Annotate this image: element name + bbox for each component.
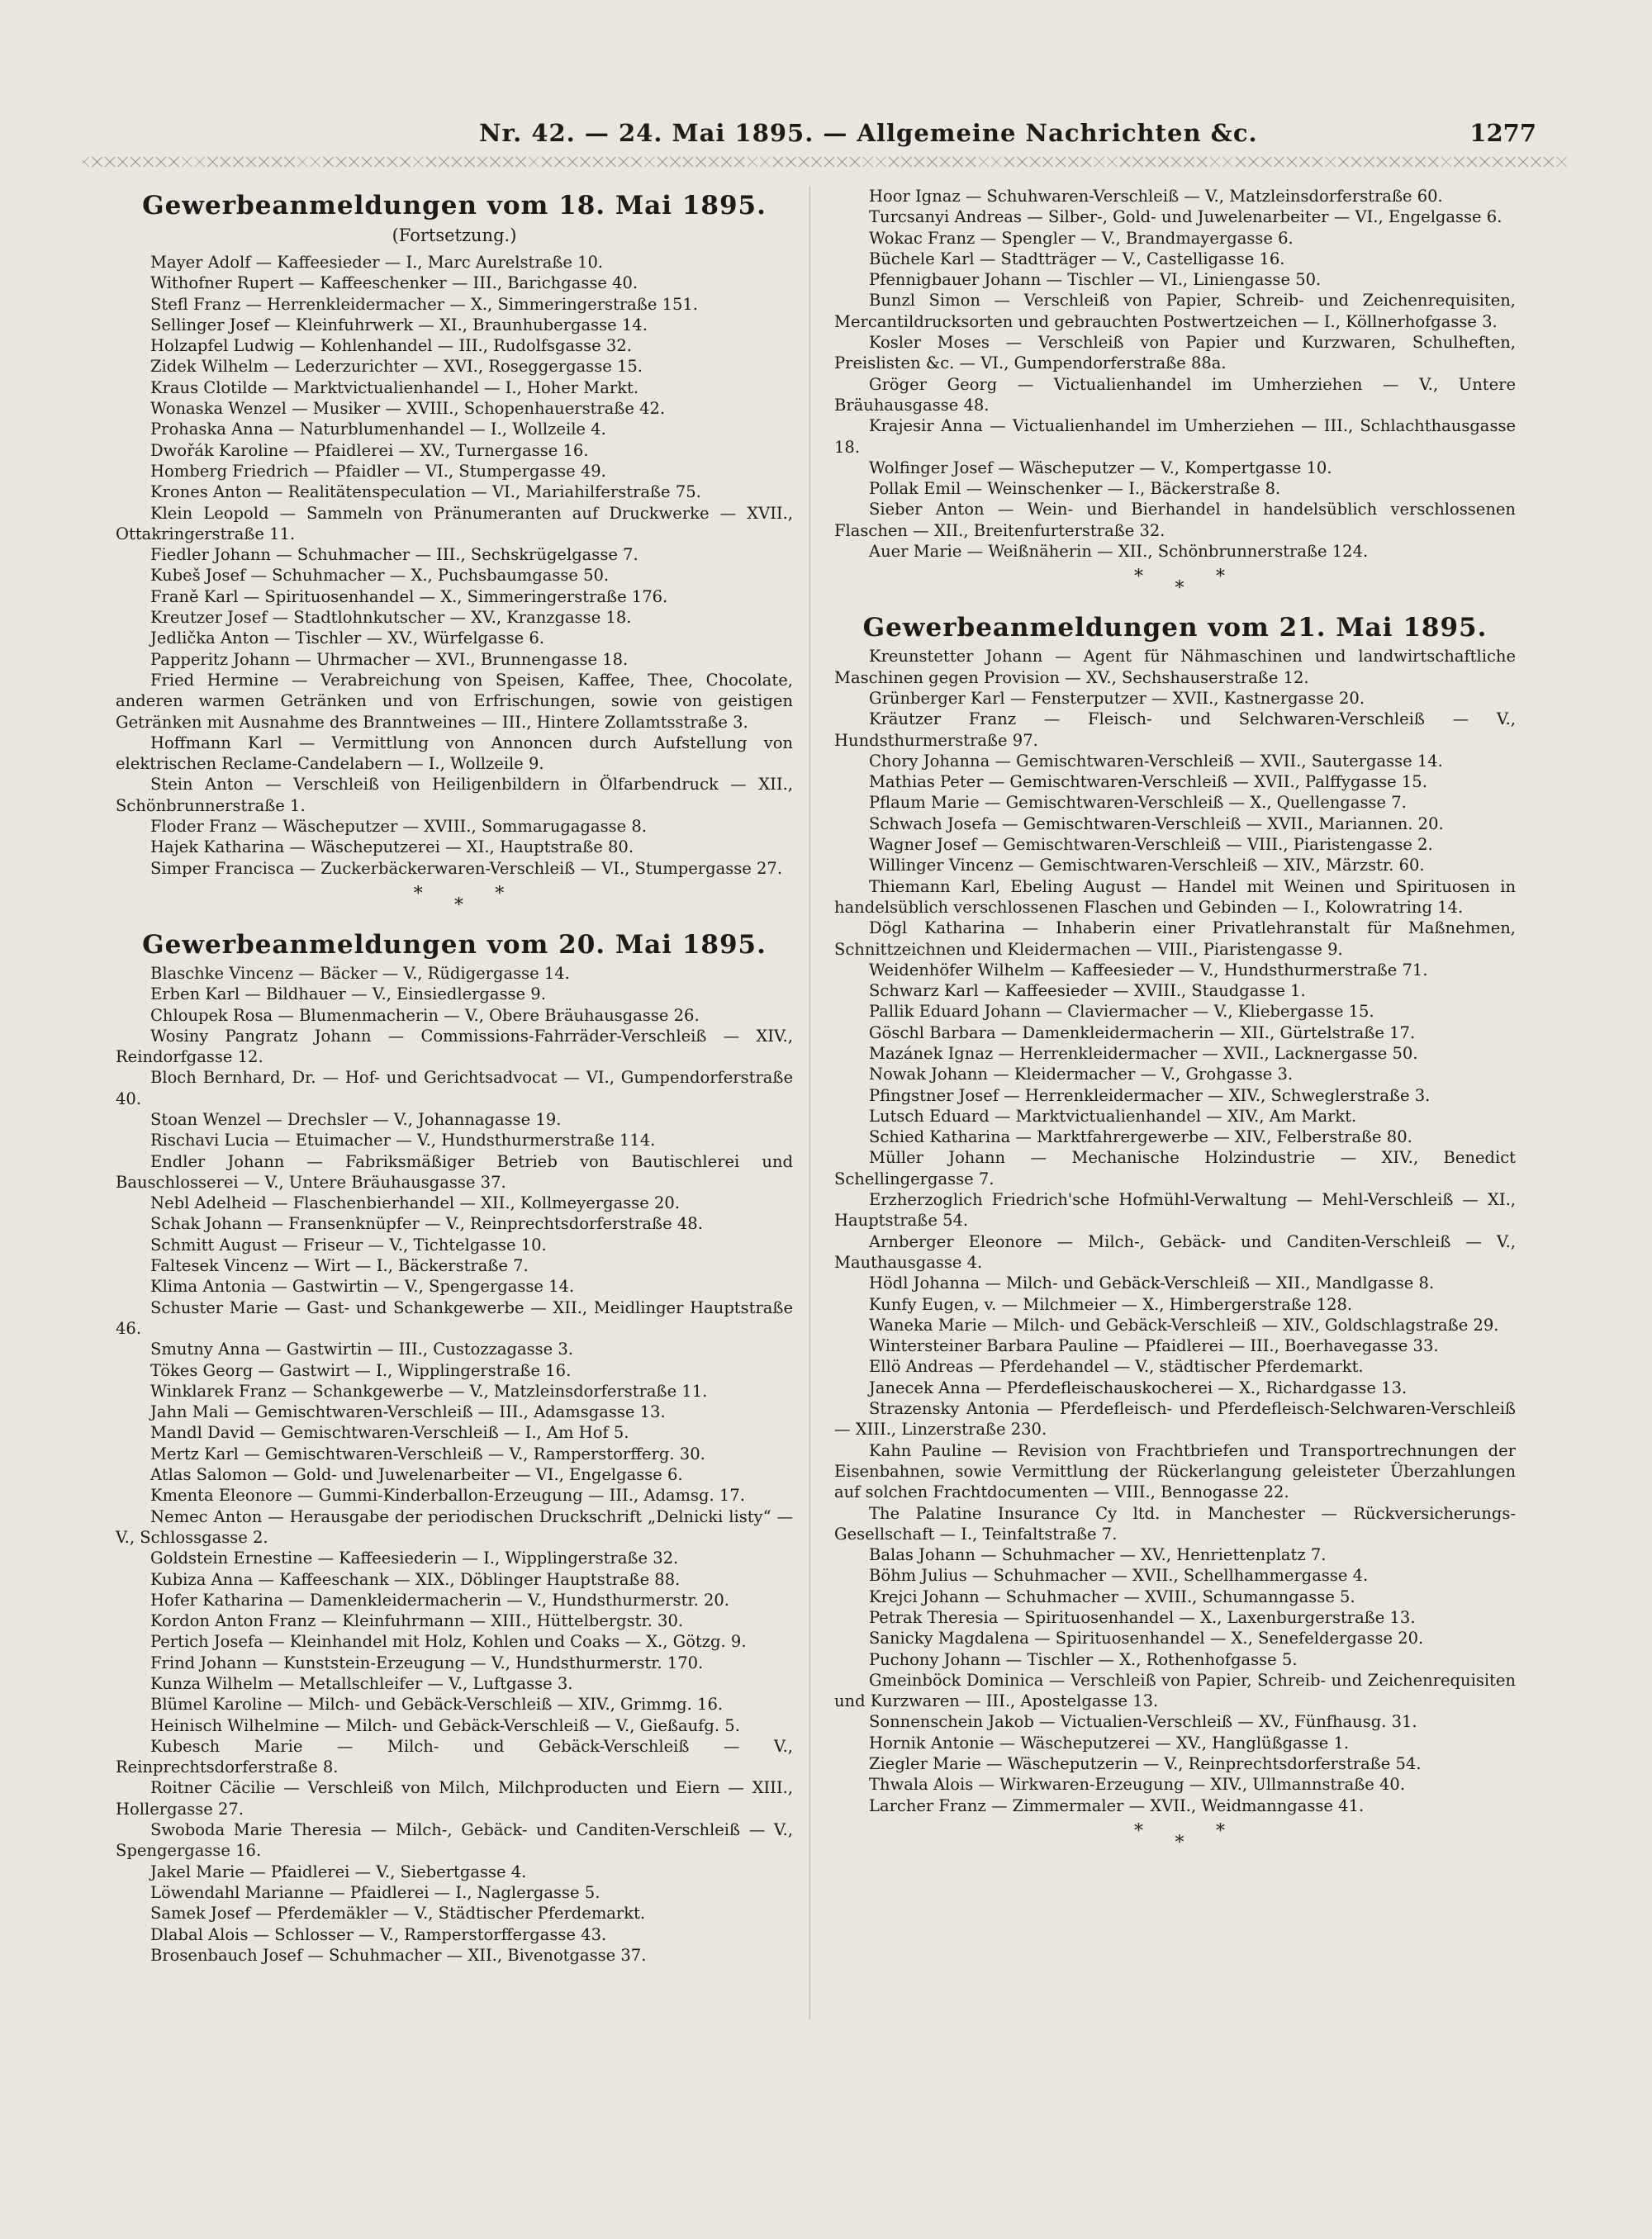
gewerbe-entry: Puchony Johann — Tischler — X., Rothenhofgasse 5. bbox=[869, 1649, 1298, 1669]
gewerbe-entry: Blaschke Vincenz — Bäcker — V., Rüdigergasse 14. bbox=[150, 963, 570, 983]
gewerbe-entry: Stoan Wenzel — Drechsler — V., Johannagasse 19. bbox=[150, 1109, 562, 1129]
gewerbe-entry: Homberg Friedrich — Pfaidler — VI., Stumpergasse 49. bbox=[150, 461, 606, 481]
gewerbe-entry: Hajek Katharina — Wäscheputzerei — XI., Hauptstraße 80. bbox=[150, 837, 634, 857]
gewerbe-entry: Schwach Josefa — Gemischtwaren-Verschleiß — XVII., Mariannen. 20. bbox=[869, 814, 1444, 833]
gewerbe-entry: Janecek Anna — Pferdefleischauskocherei — X., Richardgasse 13. bbox=[869, 1378, 1408, 1397]
gewerbe-entry: Schmitt August — Friseur — V., Tichtelgasse 10. bbox=[150, 1235, 547, 1255]
gewerbe-entry: Büchele Karl — Stadtträger — V., Castelligasse 16. bbox=[869, 249, 1285, 268]
left-column bbox=[116, 186, 793, 1966]
gewerbe-entry: Hoor Ignaz — Schuhwaren-Verschleiß — V., Matzleinsdorferstraße 60. bbox=[869, 187, 1443, 206]
gewerbe-entry: Krajesir Anna — Victualienhandel im Umherziehen — III., Schlachthausgasse 18. bbox=[834, 416, 1516, 457]
gewerbe-entry: Kubesch Marie — Milch- und Gebäck-Verschleiß — V., Reinprechtsdorferstraße 8. bbox=[116, 1736, 793, 1777]
gewerbe-entry: Pallik Eduard Johann — Claviermacher — V., Kliebergasse 15. bbox=[869, 1002, 1374, 1022]
gewerbe-entry: Auer Marie — Weißnäherin — XII., Schönbrunnerstraße 124. bbox=[869, 542, 1369, 562]
gewerbe-entry: The Palatine Insurance Cy ltd. in Manchester — Rückversicherungs-Gesellschaft — I., Teinfaltstraße 7. bbox=[834, 1503, 1516, 1544]
gewerbe-entry: Mandl David — Gemischtwaren-Verschleiß — I., Am Hof 5. bbox=[150, 1423, 629, 1443]
section-title-20-may: Gewerbeanmeldungen vom 20. Mai 1895. bbox=[142, 929, 767, 960]
section-title-21-may: Gewerbeanmeldungen vom 21. Mai 1895. bbox=[862, 613, 1488, 643]
gewerbe-entry: Stein Anton — Verschleiß von Heiligenbildern in Ölfarbendruck — XII., Schönbrunnerstraße 1. bbox=[116, 775, 793, 815]
gewerbe-entry: Ziegler Marie — Wäscheputzerin — V., Reinprechtsdorferstraße 54. bbox=[869, 1754, 1422, 1774]
page-header bbox=[91, 114, 1569, 155]
gewerbe-entry: Klima Antonia — Gastwirtin — V., Spengergasse 14. bbox=[150, 1277, 575, 1297]
gewerbe-entry: Tökes Georg — Gastwirt — I., Wipplingerstraße 16. bbox=[150, 1360, 572, 1380]
gewerbe-entry: Schak Johann — Fransenknüpfer — V., Reinprechtsdorferstraße 48. bbox=[150, 1214, 703, 1234]
gewerbe-entry: Pfennigbauer Johann — Tischler — VI., Liniengasse 50. bbox=[869, 270, 1322, 290]
gewerbe-entry: Kreutzer Josef — Stadtlohnkutscher — XV., Kranzgasse 18. bbox=[150, 608, 632, 628]
gewerbe-entry: Hödl Johanna — Milch- und Gebäck-Verschleiß — XII., Mandlgasse 8. bbox=[869, 1274, 1435, 1293]
gewerbe-entry: Löwendahl Marianne — Pfaidlerei — I., Naglergasse 5. bbox=[150, 1882, 601, 1902]
gewerbe-entry: Wonaska Wenzel — Musiker — XVIII., Schopenhauerstraße 42. bbox=[150, 399, 666, 419]
gewerbe-entry: Rischavi Lucia — Etuimacher — V., Hundsthurmerstraße 114. bbox=[150, 1131, 656, 1150]
gewerbe-entry: Wolfinger Josef — Wäscheputzer — V., Kompertgasse 10. bbox=[869, 458, 1332, 477]
gewerbe-entry: Kunza Wilhelm — Metallschleifer — V., Luftgasse 3. bbox=[150, 1674, 573, 1693]
gewerbe-entry: Nowak Johann — Kleidermacher — V., Grohgasse 3. bbox=[869, 1065, 1294, 1084]
gewerbe-entry: Faltesek Vincenz — Wirt — I., Bäckerstraße 7. bbox=[150, 1256, 529, 1276]
gewerbe-entry: Mertz Karl — Gemischtwaren-Verschleiß — V., Ramperstorfferg. 30. bbox=[150, 1444, 705, 1463]
gewerbe-entry: Kräutzer Franz — Fleisch- und Selchwaren-Verschleiß — V., Hundsthurmerstraße 97. bbox=[834, 709, 1516, 750]
gewerbe-entry: Mathias Peter — Gemischtwaren-Verschleiß — XVII., Palffygasse 15. bbox=[869, 772, 1427, 792]
separator-star: * bbox=[1134, 1820, 1143, 1842]
gewerbe-entry: Gröger Georg — Victualienhandel im Umherziehen — V., Untere Bräuhausgasse 48. bbox=[834, 374, 1516, 415]
page-header-title: Nr. 42. — 24. Mai 1895. — Allgemeine Nachrichten &c. bbox=[479, 119, 1258, 147]
gewerbe-entry: Swoboda Marie Theresia — Milch-, Gebäck- und Canditen-Verschleiß — V., Spengergasse 16. bbox=[116, 1820, 793, 1861]
gewerbe-entry: Petrak Theresia — Spirituosenhandel — X., Laxenburgerstraße 13. bbox=[869, 1608, 1416, 1627]
section-separator bbox=[834, 1821, 1516, 1859]
gewerbe-entry: Hoffmann Karl — Vermittlung von Annoncen durch Aufstellung von elektrischen Reclame-Candelabern — I., Wollzeile 9. bbox=[116, 733, 793, 774]
section-subtitle-continuation: (Fortsetzung.) bbox=[392, 225, 517, 245]
gewerbe-entry: Jakel Marie — Pfaidlerei — V., Siebertgasse 4. bbox=[150, 1862, 527, 1881]
gewerbe-entry: Brosenbauch Josef — Schuhmacher — XII., Bivenotgasse 37. bbox=[150, 1945, 647, 1965]
gewerbe-entry: Dwořák Karoline — Pfaidlerei — XV., Turnergasse 16. bbox=[150, 440, 589, 460]
separator-star: * bbox=[413, 883, 423, 904]
gewerbe-entry: Jahn Mali — Gemischtwaren-Verschleiß — III., Adamsgasse 13. bbox=[150, 1402, 666, 1422]
gewerbe-entry: Klein Leopold — Sammeln von Pränumeranten auf Druckwerke — XVII., Ottakringerstraße 11. bbox=[116, 503, 793, 543]
page-number: 1277 bbox=[1469, 119, 1536, 147]
gewerbe-entry: Wintersteiner Barbara Pauline — Pfaidlerei — III., Boerhavegasse 33. bbox=[869, 1336, 1439, 1356]
gewerbe-entry: Hornik Antonie — Wäscheputzerei — XV., Hanglüßgasse 1. bbox=[869, 1733, 1350, 1753]
gewerbe-entry: Ellö Andreas — Pferdehandel — V., städtischer Pferdemarkt. bbox=[869, 1357, 1364, 1377]
entry-list-20-may bbox=[116, 963, 793, 1966]
gewerbe-entry: Krejci Johann — Schuhmacher — XVIII., Schumanngasse 5. bbox=[869, 1587, 1355, 1606]
gewerbe-entry: Larcher Franz — Zimmermaler — XVII., Weidmanngasse 41. bbox=[869, 1795, 1365, 1815]
gewerbe-entry: Waneka Marie — Milch- und Gebäck-Verschleiß — XIV., Goldschlagstraße 29. bbox=[869, 1315, 1499, 1335]
gewerbe-entry: Thiemann Karl, Ebeling August — Handel mit Weinen und Spirituosen in handelsüblich verschlossenen Flaschen und Gebinden — I., Kolowratring 14. bbox=[834, 876, 1516, 917]
gewerbe-entry: Mazánek Ignaz — Herrenkleidermacher — XVII., Lacknergasse 50. bbox=[869, 1043, 1418, 1063]
gewerbe-entry: Sellinger Josef — Kleinfuhrwerk — XI., Braunhubergasse 14. bbox=[150, 315, 648, 334]
column-divider bbox=[809, 186, 810, 2019]
gewerbe-entry: Thwala Alois — Wirkwaren-Erzeugung — XIV., Ullmannstraße 40. bbox=[869, 1775, 1406, 1795]
gewerbe-entry: Krones Anton — Realitätenspeculation — VI., Mariahilferstraße 75. bbox=[150, 482, 701, 502]
gewerbe-entry: Franě Karl — Spirituosenhandel — X., Simmeringerstraße 176. bbox=[150, 586, 668, 606]
gewerbe-entry: Gmeinböck Dominica — Verschleiß von Papier, Schreib- und Zeichenrequisiten und Kurzwaren — III., Apostelgasse 13. bbox=[834, 1670, 1516, 1711]
gewerbe-entry: Pfingstner Josef — Herrenkleidermacher — XIV., Schweglerstraße 3. bbox=[869, 1085, 1431, 1105]
gewerbe-entry: Endler Johann — Fabriksmäßiger Betrieb von Bautischlerei und Bauschlosserei — V., Untere Bräuhausgasse 37. bbox=[116, 1151, 793, 1192]
gewerbe-entry: Kubiza Anna — Kaffeeschank — XIX., Döblinger Hauptstraße 88. bbox=[150, 1569, 681, 1589]
gewerbe-entry: Floder Franz — Wäscheputzer — XVIII., Sommarugagasse 8. bbox=[150, 817, 647, 837]
section-separator bbox=[834, 567, 1516, 605]
gewerbe-entry: Zidek Wilhelm — Lederzurichter — XVI., Roseggergasse 15. bbox=[150, 357, 643, 377]
gewerbe-entry: Chloupek Rosa — Blumenmacherin — V., Obere Bräuhausgasse 26. bbox=[150, 1005, 700, 1025]
gewerbe-entry: Kunfy Eugen, v. — Milchmeier — X., Himbergerstraße 128. bbox=[869, 1294, 1353, 1314]
gewerbe-entry: Mayer Adolf — Kaffeesieder — I., Marc Aurelstraße 10. bbox=[150, 253, 604, 272]
right-column bbox=[834, 186, 1516, 1867]
header-decorative-rule bbox=[83, 157, 1569, 167]
gewerbe-entry: Kordon Anton Franz — Kleinfuhrmann — XIII., Hüttelbergstr. 30. bbox=[150, 1611, 684, 1631]
gewerbe-entry: Blümel Karoline — Milch- und Gebäck-Verschleiß — XIV., Grimmg. 16. bbox=[150, 1695, 724, 1715]
gewerbe-entry: Schwarz Karl — Kaffeesieder — XVIII., Staudgasse 1. bbox=[869, 981, 1306, 1001]
gewerbe-entry: Turcsanyi Andreas — Silber-, Gold- und Juwelenarbeiter — VI., Engelgasse 6. bbox=[869, 207, 1502, 227]
gewerbe-entry: Pollak Emil — Weinschenker — I., Bäckerstraße 8. bbox=[869, 479, 1281, 499]
gewerbe-entry: Erzherzoglich Friedrich'sche Hofmühl-Verwaltung — Mehl-Verschleiß — XI., Hauptstraße 54. bbox=[834, 1190, 1516, 1231]
gewerbe-entry: Nebl Adelheid — Flaschenbierhandel — XII., Kollmeyergasse 20. bbox=[150, 1193, 680, 1213]
gewerbe-entry: Weidenhöfer Wilhelm — Kaffeesieder — V., Hundsthurmerstraße 71. bbox=[869, 960, 1428, 980]
gewerbe-entry: Schied Katharina — Marktfahrergewerbe — XIV., Felberstraße 80. bbox=[869, 1127, 1412, 1147]
gewerbe-entry: Chory Johanna — Gemischtwaren-Verschleiß — XVII., Sautergasse 14. bbox=[869, 751, 1443, 771]
gewerbe-entry: Grünberger Karl — Fensterputzer — XVII., Kastnergasse 20. bbox=[869, 688, 1365, 708]
gewerbe-entry: Simper Francisca — Zuckerbäckerwaren-Verschleiß — VI., Stumpergasse 27. bbox=[150, 858, 783, 878]
gewerbe-entry: Stefl Franz — Herrenkleidermacher — X., Simmeringerstraße 151. bbox=[150, 294, 698, 314]
gewerbe-entry: Wagner Josef — Gemischtwaren-Verschleiß — VIII., Piaristengasse 2. bbox=[869, 835, 1433, 855]
gewerbe-entry: Göschl Barbara — Damenkleidermacherin — XII., Gürtelstraße 17. bbox=[869, 1022, 1416, 1042]
entry-list-21-may bbox=[834, 646, 1516, 1816]
gewerbe-entry: Willinger Vincenz — Gemischtwaren-Verschleiß — XIV., Märzstr. 60. bbox=[869, 856, 1425, 875]
entry-list-18-may bbox=[116, 252, 793, 879]
gewerbe-entry: Sonnenschein Jakob — Victualien-Verschleiß — XV., Fünfhausg. 31. bbox=[869, 1712, 1417, 1732]
gewerbe-entry: Prohaska Anna — Naturblumenhandel — I., Wollzeile 4. bbox=[150, 420, 606, 439]
gewerbe-entry: Samek Josef — Pferdemäkler — V., Städtischer Pferdemarkt. bbox=[150, 1904, 646, 1924]
gewerbe-entry: Nemec Anton — Herausgabe der periodischen Druckschrift „Delnicki listy“ — V., Schlossgasse 2. bbox=[116, 1506, 793, 1547]
gewerbe-entry: Sieber Anton — Wein- und Bierhandel in handelsüblich verschlossenen Flaschen — XII., Breitenfurterstraße 32. bbox=[834, 500, 1516, 540]
gewerbe-entry: Balas Johann — Schuhmacher — XV., Henriettenplatz 7. bbox=[869, 1545, 1327, 1565]
gewerbe-entry: Strazensky Antonia — Pferdefleisch- und Pferdefleisch-Selchwaren-Verschleiß — XIII., Linzerstraße 230. bbox=[834, 1399, 1516, 1440]
separator-star: * bbox=[1175, 1832, 1184, 1853]
gewerbe-entry: Dögl Katharina — Inhaberin einer Privatlehranstalt für Maßnehmen, Schnittzeichnen und Kleidermachen — VIII., Piaristengasse 9. bbox=[834, 918, 1516, 959]
gewerbe-entry: Winklarek Franz — Schankgewerbe — V., Matzleinsdorferstraße 11. bbox=[150, 1381, 708, 1401]
section-title-18-may: Gewerbeanmeldungen vom 18. Mai 1895. bbox=[142, 191, 767, 221]
gewerbe-entry: Kmenta Eleonore — Gummi-Kinderballon-Erzeugung — III., Adamsg. 17. bbox=[150, 1486, 745, 1506]
gewerbe-entry: Müller Johann — Mechanische Holzindustrie — XIV., Benedict Schellingergasse 7. bbox=[834, 1148, 1516, 1188]
gewerbe-entry: Atlas Salomon — Gold- und Juwelenarbeiter — VI., Engelgasse 6. bbox=[150, 1465, 683, 1485]
gewerbe-entry: Pflaum Marie — Gemischtwaren-Verschleiß — X., Quellengasse 7. bbox=[869, 793, 1407, 813]
gewerbe-entry: Hofer Katharina — Damenkleidermacherin — V., Hundsthurmerstr. 20. bbox=[150, 1590, 729, 1610]
separator-star: * bbox=[454, 894, 463, 916]
entry-list-20-may-continued bbox=[834, 186, 1516, 562]
separator-star: * bbox=[1216, 567, 1225, 588]
gewerbe-entry: Fried Hermine — Verabreichung von Speisen, Kaffee, Thee, Chocolate, anderen warmen Getränken und von Erfrischungen, sowie von geistigen Getränken mit Ausnahme des Branntweines — III., Hintere Zollamtsstraße 3. bbox=[116, 670, 793, 732]
gewerbe-entry: Kahn Pauline — Revision von Frachtbriefen und Transportrechnungen der Eisenbahnen, sowie Vermittlung der Rückerlangung geleisteter Überzahlungen auf solchen Frachtdocumenten — VIII., Bennogasse 22. bbox=[834, 1440, 1516, 1502]
separator-star: * bbox=[1175, 578, 1184, 600]
gewerbe-entry: Holzapfel Ludwig — Kohlenhandel — III., Rudolfsgasse 32. bbox=[150, 336, 632, 356]
gewerbe-entry: Wosiny Pangratz Johann — Commissions-Fahrräder-Verschleiß — XIV., Reindorfgasse 12. bbox=[116, 1026, 793, 1067]
gewerbe-entry: Dlabal Alois — Schlosser — V., Ramperstorffergasse 43. bbox=[150, 1924, 607, 1944]
gewerbe-entry: Fiedler Johann — Schuhmacher — III., Sechskrügelgasse 7. bbox=[150, 545, 638, 565]
gewerbe-entry: Pertich Josefa — Kleinhandel mit Holz, Kohlen und Coaks — X., Götzg. 9. bbox=[150, 1632, 747, 1652]
separator-star: * bbox=[495, 883, 505, 904]
separator-star: * bbox=[1216, 1820, 1225, 1842]
gewerbe-entry: Papperitz Johann — Uhrmacher — XVI., Brunnengasse 18. bbox=[150, 649, 629, 669]
section-separator bbox=[116, 884, 793, 922]
gewerbe-entry: Heinisch Wilhelmine — Milch- und Gebäck-Verschleiß — V., Gießaufg. 5. bbox=[150, 1715, 740, 1735]
gewerbe-entry: Kraus Clotilde — Marktvictualienhandel — I., Hoher Markt. bbox=[150, 377, 639, 397]
gewerbe-entry: Withofner Rupert — Kaffeeschenker — III., Barichgasse 40. bbox=[150, 273, 638, 293]
gewerbe-entry: Goldstein Ernestine — Kaffeesiederin — I., Wipplingerstraße 32. bbox=[150, 1549, 679, 1568]
gewerbe-entry: Wokac Franz — Spengler — V., Brandmayergasse 6. bbox=[869, 228, 1294, 248]
gewerbe-entry: Schuster Marie — Gast- und Schankgewerbe — XII., Meidlinger Hauptstraße 46. bbox=[116, 1297, 793, 1338]
gewerbe-entry: Kreunstetter Johann — Agent für Nähmaschinen und landwirtschaftliche Maschinen gegen Provision — XV., Sechshauserstraße 12. bbox=[834, 647, 1516, 687]
separator-star: * bbox=[1134, 567, 1143, 588]
gewerbe-entry: Jedlička Anton — Tischler — XV., Würfelgasse 6. bbox=[150, 629, 545, 648]
gewerbe-entry: Arnberger Eleonore — Milch-, Gebäck- und Canditen-Verschleiß — V., Mauthausgasse 4. bbox=[834, 1231, 1516, 1272]
gewerbe-entry: Roitner Cäcilie — Verschleiß von Milch, Milchproducten und Eiern — XIII., Hollergasse 27. bbox=[116, 1778, 793, 1819]
gewerbe-entry: Kubeš Josef — Schuhmacher — X., Puchsbaumgasse 50. bbox=[150, 566, 610, 586]
gewerbe-entry: Bloch Bernhard, Dr. — Hof- und Gerichtsadvocat — VI., Gumpendorferstraße 40. bbox=[116, 1068, 793, 1108]
gewerbe-entry: Kosler Moses — Verschleiß von Papier und Kurzwaren, Schulheften, Preislisten &c. — VI., Gumpendorferstraße 88a. bbox=[834, 333, 1516, 373]
gewerbe-entry: Sanicky Magdalena — Spirituosenhandel — X., Senefeldergasse 20. bbox=[869, 1629, 1424, 1648]
gewerbe-entry: Böhm Julius — Schuhmacher — XVII., Schellhammergasse 4. bbox=[869, 1566, 1369, 1586]
gewerbe-entry: Frind Johann — Kunststein-Erzeugung — V., Hundsthurmerstr. 170. bbox=[150, 1653, 704, 1672]
gewerbe-entry: Bunzl Simon — Verschleiß von Papier, Schreib- und Zeichenrequisiten, Mercantildrucksorten und gebrauchten Postwertzeichen — I., Köllnerhofgasse 3. bbox=[834, 291, 1516, 331]
gewerbe-entry: Lutsch Eduard — Marktvictualienhandel — XIV., Am Markt. bbox=[869, 1106, 1357, 1126]
gewerbe-entry: Smutny Anna — Gastwirtin — III., Custozzagasse 3. bbox=[150, 1340, 573, 1359]
gewerbe-entry: Erben Karl — Bildhauer — V., Einsiedlergasse 9. bbox=[150, 984, 546, 1004]
